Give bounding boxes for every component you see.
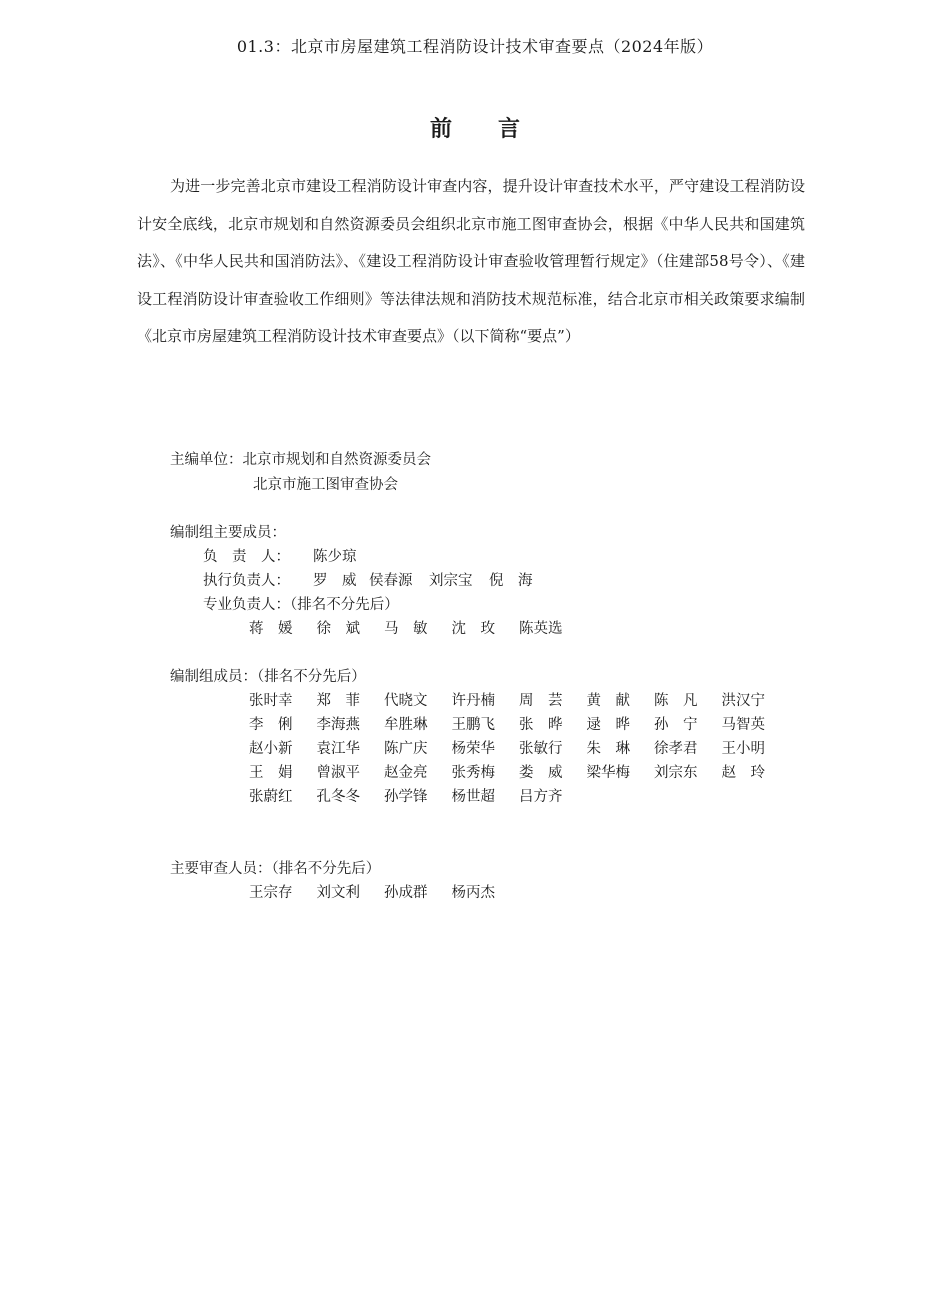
prof-name: 陈英选	[519, 621, 563, 637]
reviewer-name: 孙成群	[384, 885, 428, 901]
preface-paragraph: 为进一步完善北京市建设工程消防设计审查内容，提升设计审查技术水平，严守建设工程消防设计安全底线，北京市规划和自然资源委员会组织北京市施工图审查协会，根据《中华人民共和国建筑法》、《中华人民共和国消防法》、《建设工程消防设计审查验收管理暂行规定》（住建部58号令）、《建设工程消防设计审查验收工作细则》等法律法规和消防技术规范标准，结合北京市相关政策要求编制《北京市房屋建筑工程消防设计技术审查要点》（以下简称“要点”）	[137, 177, 805, 346]
member-name: 孙学锋	[384, 789, 428, 805]
member-name: 张 晔	[519, 717, 563, 733]
member-name: 牟胜琳	[384, 717, 428, 733]
member-name: 周 芸	[519, 693, 563, 709]
leader-name: 陈少琼	[313, 549, 357, 565]
members-row-2	[249, 713, 789, 737]
member-name: 袁江华	[316, 741, 360, 757]
leader-line	[203, 545, 357, 569]
member-name: 杨世超	[451, 789, 495, 805]
exec-line	[203, 569, 545, 593]
member-name: 徐孝君	[654, 741, 698, 757]
chief-editor-org-2: 北京市施工图审查协会	[253, 477, 398, 493]
members-row-3	[249, 737, 789, 761]
prof-name: 蒋 媛	[249, 621, 293, 637]
member-name: 赵 玲	[721, 765, 765, 781]
exec-name-1: 罗 威	[313, 573, 357, 589]
exec-name-4: 倪 海	[489, 573, 533, 589]
member-name: 孔冬冬	[316, 789, 360, 805]
member-name: 张蔚红	[249, 789, 293, 805]
leader-label: 负 责 人：	[203, 549, 290, 565]
member-name: 洪汉宁	[721, 693, 765, 709]
member-name: 张秀梅	[451, 765, 495, 781]
member-name: 黄 献	[586, 693, 630, 709]
member-name: 陈 凡	[654, 693, 698, 709]
member-name: 朱 琳	[586, 741, 630, 757]
main-members-label: 编制组主要成员：	[170, 525, 286, 541]
member-name: 吕方齐	[519, 789, 563, 805]
prof-label: 专业负责人：（排名不分先后）	[203, 597, 399, 613]
title-char-1: 前	[429, 117, 452, 142]
member-name: 赵小新	[249, 741, 293, 757]
reviewer-name: 杨丙杰	[451, 885, 495, 901]
members-row-1	[249, 689, 789, 713]
member-name: 王鹏飞	[451, 717, 495, 733]
members-label: 编制组成员：（排名不分先后）	[170, 669, 366, 685]
reviewers-row	[249, 881, 519, 905]
member-name: 逯 晔	[586, 717, 630, 733]
member-name: 孙 宁	[654, 717, 698, 733]
reviewer-name: 刘文利	[316, 885, 360, 901]
document-header: 01.3：北京市房屋建筑工程消防设计技术审查要点（2024年版）	[236, 37, 714, 56]
reviewer-name: 王宗存	[249, 885, 293, 901]
member-name: 赵金亮	[384, 765, 428, 781]
prof-name: 沈 玫	[451, 621, 495, 637]
member-name: 马智英	[721, 717, 765, 733]
prof-names-row	[249, 617, 587, 641]
member-name: 杨荣华	[451, 741, 495, 757]
chief-editor-org-1: 北京市规划和自然资源委员会	[242, 452, 431, 468]
prof-name: 徐 斌	[316, 621, 360, 637]
chief-editor-line	[170, 448, 431, 472]
member-name: 张时幸	[249, 693, 293, 709]
member-name: 郑 菲	[316, 693, 360, 709]
member-name: 张敏行	[519, 741, 563, 757]
reviewers-label: 主要审查人员：（排名不分先后）	[170, 861, 381, 877]
exec-label: 执行负责人：	[203, 573, 290, 589]
title-char-2: 言	[498, 117, 521, 142]
members-row-5	[249, 785, 587, 809]
member-name: 曾淑平	[316, 765, 360, 781]
chief-editor-label: 主编单位：	[170, 452, 243, 468]
member-name: 李 俐	[249, 717, 293, 733]
exec-name-2: 侯春源	[369, 573, 413, 589]
member-name: 王小明	[721, 741, 765, 757]
member-name: 陈广庆	[384, 741, 428, 757]
member-name: 许丹楠	[451, 693, 495, 709]
member-name: 刘宗东	[654, 765, 698, 781]
page-title	[0, 112, 950, 143]
member-name: 王 娟	[249, 765, 293, 781]
members-row-4	[249, 761, 789, 785]
member-name: 梁华梅	[586, 765, 630, 781]
exec-name-3: 刘宗宝	[429, 573, 473, 589]
member-name: 李海燕	[316, 717, 360, 733]
member-name: 代晓文	[384, 693, 428, 709]
prof-name: 马 敏	[384, 621, 428, 637]
member-name: 娄 威	[519, 765, 563, 781]
